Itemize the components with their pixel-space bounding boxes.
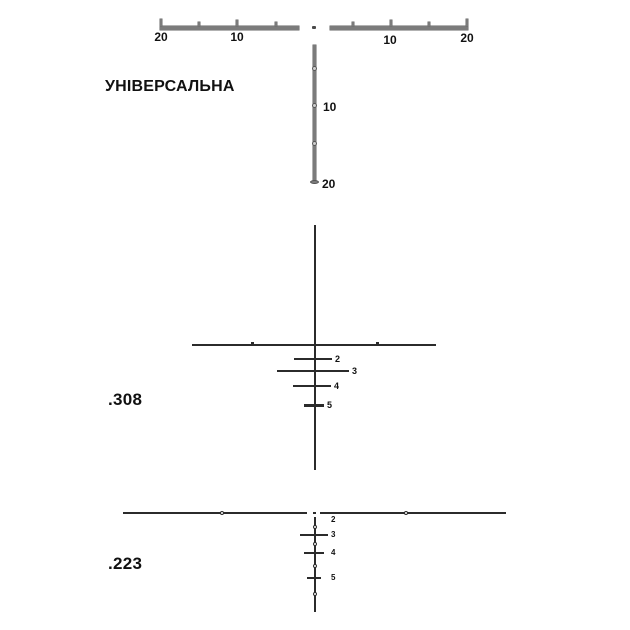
horizontal-marker xyxy=(220,511,224,515)
range-marker xyxy=(312,141,317,146)
windage-tick-left-end xyxy=(160,19,162,26)
holdover-bar-5 xyxy=(307,577,321,579)
range-marker-10 xyxy=(312,103,317,108)
holdover-bar-3 xyxy=(300,534,328,536)
drop-marker xyxy=(313,564,317,568)
windage-tick xyxy=(198,22,200,26)
holdover-bar-4 xyxy=(293,385,331,387)
crosshair-horizontal-left-223 xyxy=(123,512,307,514)
holdover-bar-4 xyxy=(304,552,324,554)
holdover-label-2: 2 xyxy=(331,515,336,524)
holdover-bar-3 xyxy=(277,370,349,372)
horizontal-tick xyxy=(376,342,379,344)
center-dot-223 xyxy=(313,512,316,514)
center-dot xyxy=(312,26,316,29)
range-marker-20-cap xyxy=(310,180,319,184)
windage-tick-10-left xyxy=(236,20,238,26)
windage-tick-10-right xyxy=(390,20,392,26)
label-windage-right-10: 10 xyxy=(383,33,397,47)
drop-marker xyxy=(313,525,317,529)
holdover-label-5: 5 xyxy=(331,573,336,582)
horizontal-tick xyxy=(251,342,254,344)
crosshair-vertical-308 xyxy=(314,225,316,470)
crosshair-horizontal-308 xyxy=(192,344,436,346)
holdover-label-3: 3 xyxy=(352,366,358,376)
holdover-label-5: 5 xyxy=(327,400,333,410)
label-drop-20: 20 xyxy=(322,177,336,191)
label-windage-left-20: 20 xyxy=(154,30,168,44)
drop-marker xyxy=(313,592,317,596)
windage-tick xyxy=(352,22,354,26)
holdover-bar-2 xyxy=(294,358,332,360)
windage-tick xyxy=(428,22,430,26)
holdover-label-3: 3 xyxy=(331,530,336,539)
windage-tick-right-end xyxy=(466,19,468,26)
label-windage-right-20: 20 xyxy=(460,31,474,45)
windage-bar-right xyxy=(330,26,468,30)
range-marker xyxy=(312,66,317,71)
crosshair-horizontal-right-223 xyxy=(320,512,506,514)
holdover-label-2: 2 xyxy=(335,354,341,364)
reticle-universal-title: УНІВЕРСАЛЬНА xyxy=(105,78,235,95)
label-drop-10: 10 xyxy=(323,100,337,114)
reticle-223-title: .223 xyxy=(108,554,143,573)
windage-tick xyxy=(275,22,277,26)
horizontal-marker xyxy=(404,511,408,515)
holdover-label-4: 4 xyxy=(331,548,336,557)
reticle-308-title: .308 xyxy=(108,390,143,409)
holdover-bar-5 xyxy=(304,404,324,407)
label-windage-left-10: 10 xyxy=(230,30,244,44)
drop-marker xyxy=(313,542,317,546)
holdover-label-4: 4 xyxy=(334,381,340,391)
